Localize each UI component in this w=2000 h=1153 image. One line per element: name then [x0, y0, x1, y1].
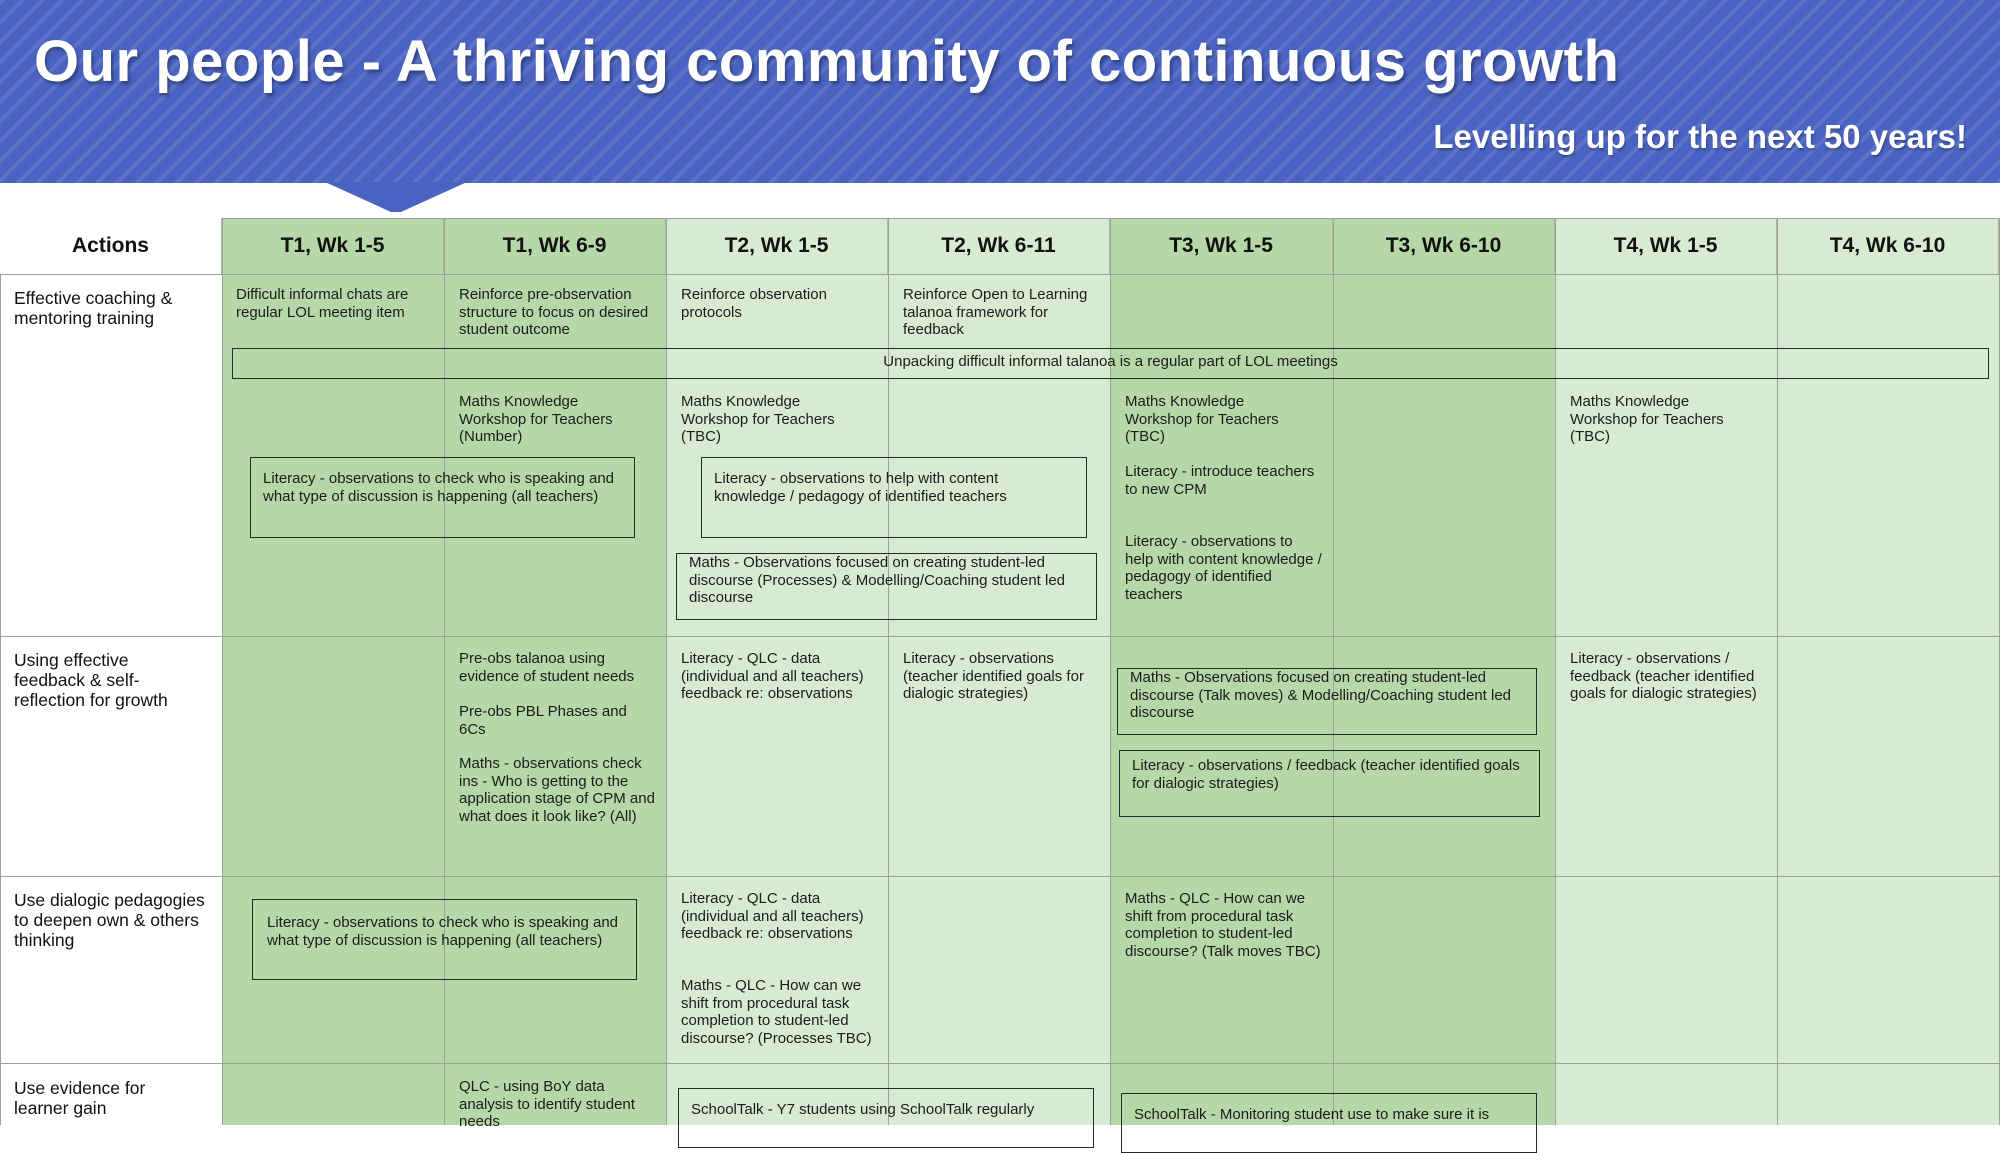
grid-line	[0, 218, 1, 1125]
column-header-t3-wk1-5: T3, Wk 1-5	[1110, 218, 1333, 274]
span-box-talanoa: Unpacking difficult informal talanoa is a regular part of LOL meetings	[232, 348, 1989, 379]
span-box-schooltalk-monitoring: SchoolTalk - Monitoring student use to make sure it is	[1121, 1093, 1537, 1153]
row-label-dialogic: Use dialogic pedagogies to deepen own & others thinking	[14, 890, 205, 950]
column-header-t2-wk6-11: T2, Wk 6-11	[888, 218, 1110, 274]
span-box-literacy-dialogic: Literacy - observations to check who is speaking and what type of discussion is happening (all teachers)	[252, 899, 637, 980]
column-header-t4-wk1-5: T4, Wk 1-5	[1555, 218, 1777, 274]
header-banner	[0, 0, 2000, 183]
cell-text: Pre-obs talanoa using evidence of student needs	[459, 650, 635, 685]
grid-line	[0, 1063, 2000, 1064]
column-header-t3-wk6-10: T3, Wk 6-10	[1333, 218, 1555, 274]
row-label-coaching: Effective coaching & mentoring training	[14, 288, 173, 328]
banner-notch-decoration	[325, 182, 467, 212]
cell-text: Maths Knowledge Workshop for Teachers (TBC)	[681, 393, 835, 445]
grid-line	[222, 218, 223, 1125]
column-header-t1-wk6-9: T1, Wk 6-9	[444, 218, 666, 274]
column-header-t4-wk6-10: T4, Wk 6-10	[1777, 218, 1999, 274]
cell-text: Maths - QLC - How can we shift from procedural task completion to student-led discourse? (Talk moves TBC)	[1125, 890, 1321, 960]
span-box-literacy-feedback: Literacy - observations / feedback (teacher identified goals for dialogic strategies)	[1119, 750, 1540, 817]
span-box-literacy-observations: Literacy - observations to check who is speaking and what type of discussion is happening (all teachers)	[250, 457, 635, 538]
cell-text: Maths Knowledge Workshop for Teachers (TBC)	[1570, 393, 1724, 445]
span-box-maths-observations: Maths - Observations focused on creating student-led discourse (Processes) & Modelling/Coaching student led discourse	[676, 553, 1097, 620]
page-subtitle: Levelling up for the next 50 years!	[1433, 118, 1967, 155]
cell-text: Literacy - QLC - data (individual and all teachers) feedback re: observations	[681, 650, 864, 702]
cell-text: Difficult informal chats are regular LOL meeting item	[236, 286, 409, 321]
cell-text: Literacy - introduce teachers to new CPM	[1125, 463, 1315, 498]
grid-line	[0, 876, 2000, 877]
column-header-actions: Actions	[0, 218, 222, 274]
grid-line	[0, 274, 2000, 275]
column-header-t2-wk1-5: T2, Wk 1-5	[666, 218, 888, 274]
span-box-schooltalk-y7: SchoolTalk - Y7 students using SchoolTalk regularly	[678, 1088, 1094, 1148]
row-label-evidence: Use evidence for learner gain	[14, 1078, 146, 1118]
cell-text: Maths Knowledge Workshop for Teachers (TBC)	[1125, 393, 1279, 445]
grid-line	[0, 636, 2000, 637]
span-box-maths-talk-moves: Maths - Observations focused on creating student-led discourse (Talk moves) & Modelling/Coaching student led discourse	[1117, 668, 1537, 735]
page-title: Our people - A thriving community of continuous growth	[34, 29, 1620, 94]
span-box-literacy-content: Literacy - observations to help with content knowledge / pedagogy of identified teachers	[701, 457, 1087, 538]
cell-text: Literacy - observations to help with content knowledge / pedagogy of identified teachers	[1125, 533, 1322, 603]
cell-text: Literacy - observations / feedback (teacher identified goals for dialogic strategies)	[1570, 650, 1757, 702]
timeline-table	[0, 218, 2000, 1130]
cell-text: Literacy - observations (teacher identified goals for dialogic strategies)	[903, 650, 1084, 702]
cell-text: Maths Knowledge Workshop for Teachers (Number)	[459, 393, 613, 445]
row-label-feedback: Using effective feedback & self-reflection for growth	[14, 650, 168, 710]
cell-text: Literacy - QLC - data (individual and all teachers) feedback re: observations	[681, 890, 864, 942]
cell-text: Pre-obs PBL Phases and 6Cs	[459, 703, 627, 738]
cell-text: Reinforce Open to Learning talanoa framework for feedback	[903, 286, 1088, 338]
cell-text: Maths - observations check ins - Who is getting to the application stage of CPM and what does it look like? (All)	[459, 755, 655, 825]
cell-text: Reinforce observation protocols	[681, 286, 827, 321]
cell-text: Maths - QLC - How can we shift from procedural task completion to student-led discourse? (Processes TBC)	[681, 977, 872, 1047]
cell-text: QLC - using BoY data analysis to identify student needs	[459, 1078, 635, 1130]
column-header-t1-wk1-5: T1, Wk 1-5	[222, 218, 444, 274]
cell-text: Reinforce pre-observation structure to focus on desired student outcome	[459, 286, 649, 338]
